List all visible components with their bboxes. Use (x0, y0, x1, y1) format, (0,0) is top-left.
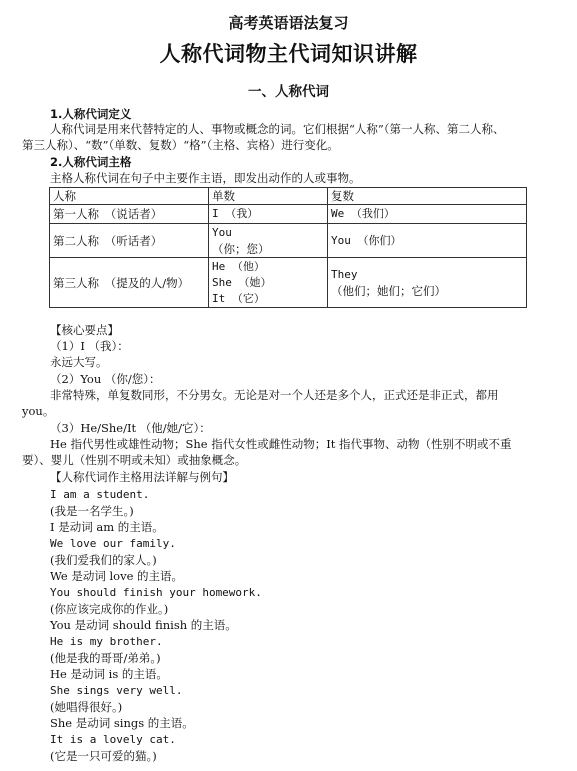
example-line: (它是一只可爱的猫。) (50, 749, 157, 763)
singular-line: He （他） (212, 259, 265, 273)
example-line: You should finish your homework. (50, 586, 262, 599)
person-cell: 第三人称 （提及的人/物） (50, 258, 209, 308)
example-line: We love our family. (50, 537, 176, 550)
person-cell: 第一人称 （说话者） (50, 205, 209, 224)
plural-line: （他们；她们；它们） (331, 283, 446, 298)
plural-line: They (331, 267, 358, 281)
table-header-cell: 单数 (209, 188, 328, 205)
singular-cell: I （我） (209, 205, 328, 224)
top-title: 高考英语语法复习 (228, 14, 349, 32)
example-line: It is a lovely cat. (50, 733, 176, 746)
definition-line-1: 人称代词是用来代替特定的人、事物或概念的词。它们根据“人称”（第一人称、第二人称、 (50, 122, 505, 136)
example-line: We 是动词 love 的主语。 (50, 569, 184, 583)
table-header-cell: 人称 (50, 188, 209, 205)
heading-definition: 1.人称代词定义 (50, 107, 132, 121)
table-row (50, 258, 527, 308)
key-points-title: 【核心要点】 (50, 323, 119, 337)
key-he-text-1: He 指代男性或雄性动物；She 指代女性或雌性动物；It 指代事物、动物（性别不明或不重 (50, 437, 512, 451)
table-header-row (50, 188, 527, 205)
table-row (50, 224, 527, 258)
pronoun-table (49, 187, 527, 308)
example-line: She 是动词 sings 的主语。 (50, 716, 194, 730)
example-line: She sings very well. (50, 684, 183, 697)
plural-cell: You （你们） (328, 224, 527, 258)
example-line: (她唱得很好。) (50, 700, 123, 714)
table-header-cell: 复数 (328, 188, 527, 205)
key-you-text-2: you。 (22, 404, 55, 418)
key-you-label: （2）You （你/您）： (50, 372, 161, 386)
section-title: 一、人称代词 (248, 84, 329, 100)
example-line: (我们爱我们的家人。) (50, 553, 157, 567)
heading-subject-case: 2.人称代词主格 (50, 155, 132, 169)
key-i-text: 永远大写。 (50, 355, 108, 369)
key-i-label: （1）I （我）： (50, 339, 129, 353)
example-line: I am a student. (50, 488, 150, 501)
example-line: You 是动词 should finish 的主语。 (50, 618, 237, 632)
singular-line: You (212, 225, 232, 239)
singular-cell (209, 224, 328, 258)
singular-line: She （她） (212, 275, 272, 289)
table-row (50, 205, 527, 224)
key-he-text-2: 要）、婴儿（性别不明或未知）或抽象概念。 (22, 453, 247, 467)
key-he-label: （3）He/She/It （他/她/它）： (50, 421, 211, 435)
subject-case-intro: 主格人称代词在句子中主要作主语，即发出动作的人或事物。 (50, 171, 361, 185)
person-cell: 第二人称 （听话者） (50, 224, 209, 258)
examples-title: 【人称代词作主格用法详解与例句】 (50, 470, 234, 484)
example-line: He is my brother. (50, 635, 163, 648)
plural-cell (328, 258, 527, 308)
example-line: (我是一名学生。) (50, 504, 134, 518)
plural-cell: We （我们） (328, 205, 527, 224)
singular-cell (209, 258, 328, 308)
key-you-text-1: 非常特殊，单复数同形，不分男女。无论是对一个人还是多个人，正式还是非正式，都用 (50, 388, 499, 402)
example-line: (你应该完成你的作业。) (50, 602, 169, 616)
example-line: (他是我的哥哥/弟弟。) (50, 651, 161, 665)
definition-line-2: 第三人称）、“数”（单数、复数）“格”（主格、宾格）进行变化。 (22, 138, 339, 152)
main-title: 人称代词物主代词知识讲解 (159, 42, 418, 66)
singular-line: （你；您） (212, 241, 270, 256)
singular-line: It （它） (212, 291, 265, 305)
example-line: He 是动词 is 的主语。 (50, 667, 168, 681)
example-line: I 是动词 am 的主语。 (50, 520, 164, 534)
